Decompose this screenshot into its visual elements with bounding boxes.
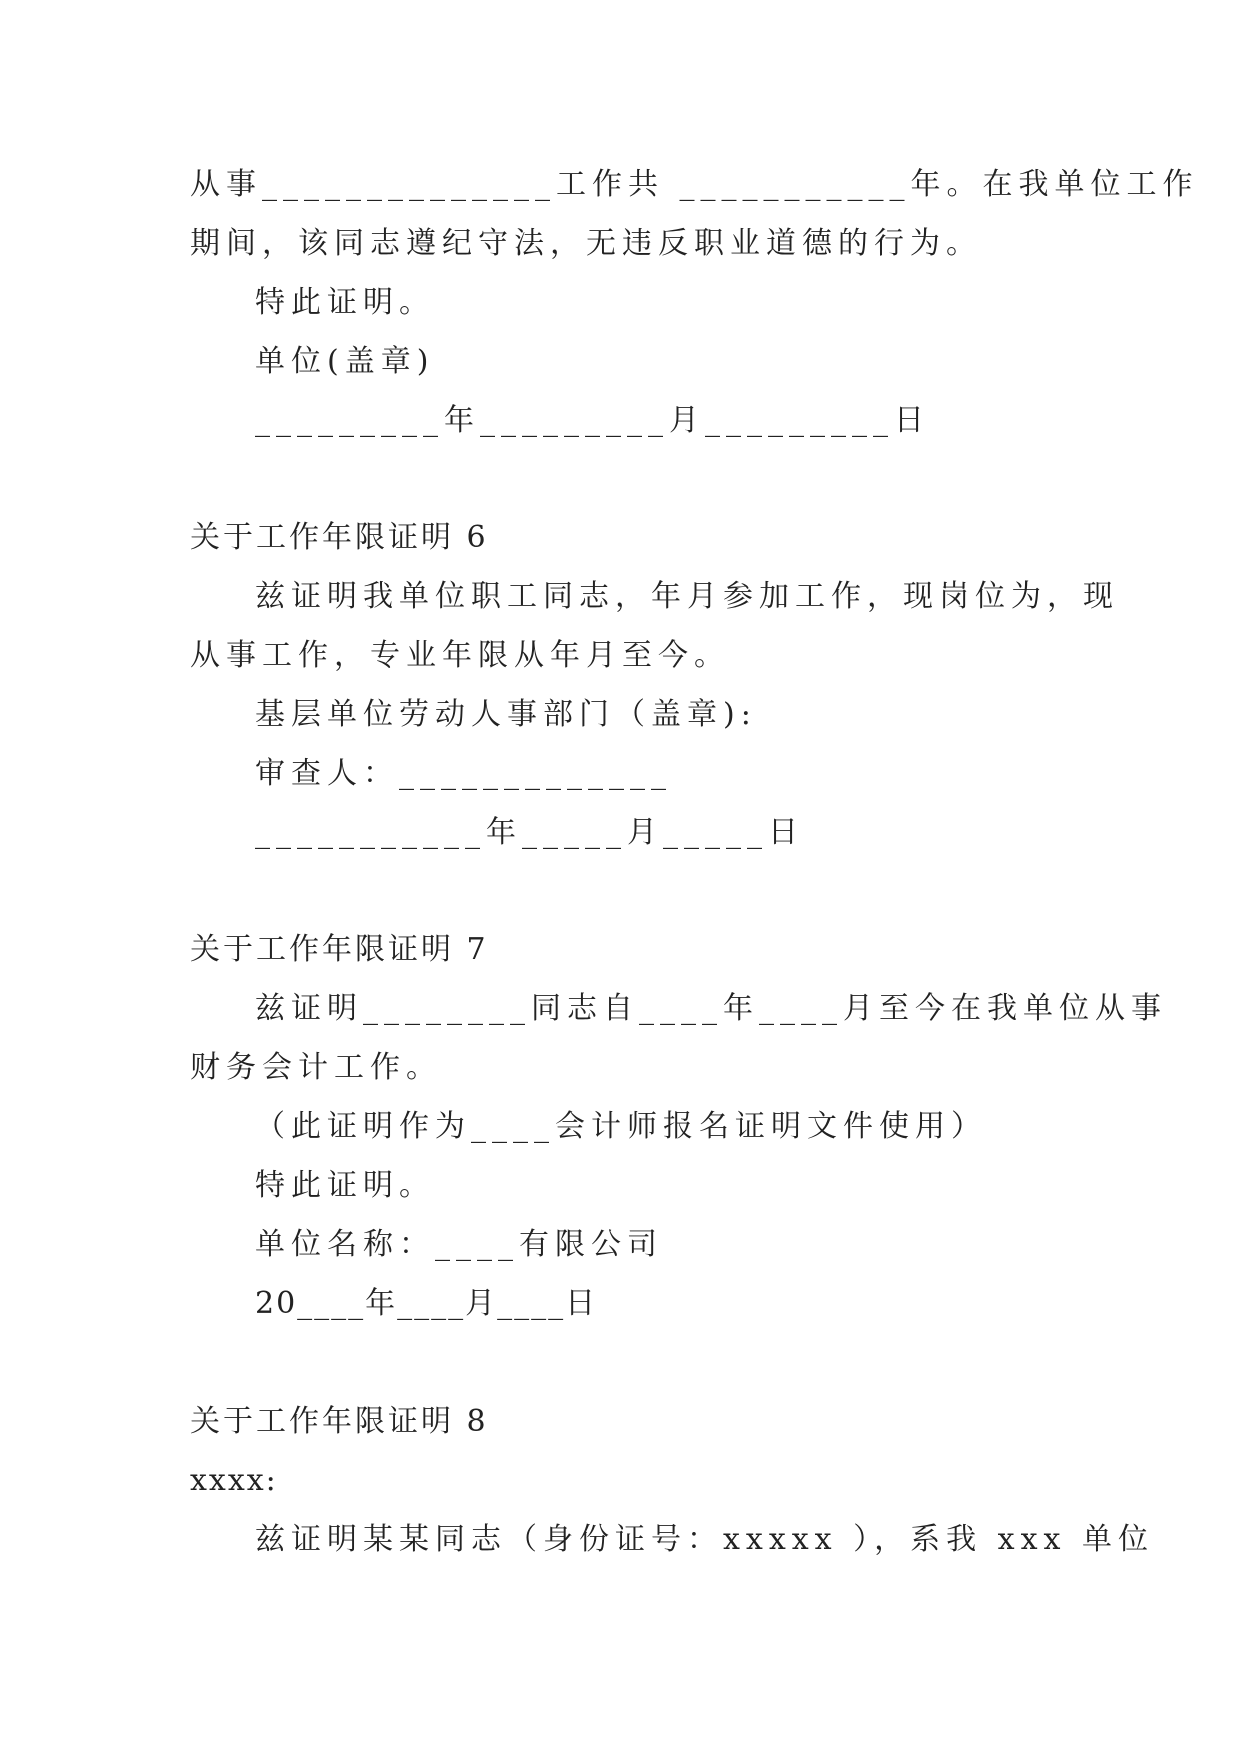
paragraph-line: 从事工作，专业年限从年月至今。 [190,638,730,673]
date-line: 20____年____月____日 [255,1286,598,1321]
reviewer-line: 审查人：_____________ [255,756,672,791]
paragraph-line: 兹证明我单位职工同志，年月参加工作，现岗位为，现 [255,579,1119,614]
paragraph-line: 兹证明________同志自____年____月至今在我单位从事 [255,991,1167,1026]
salutation: xxxx: [190,1463,278,1498]
section-title: 关于工作年限证明 8 [190,1404,489,1439]
unit-name-line: 单位名称：____有限公司 [255,1227,663,1262]
closing-text: 特此证明。 [255,1168,435,1203]
closing-text: 特此证明。 [255,285,435,320]
section-title: 关于工作年限证明 6 [190,520,489,555]
paragraph-line: 期间，该同志遵纪守法，无违反职业道德的行为。 [190,226,982,261]
department-seal-line: 基层单位劳动人事部门（盖章): [255,697,757,732]
section-title: 关于工作年限证明 7 [190,932,489,967]
paragraph-line: 从事______________工作共 ___________年。在我单位工作 [190,167,1199,202]
usage-note: （此证明作为____会计师报名证明文件使用） [255,1109,987,1144]
date-line: ___________年_____月_____日 [255,815,804,850]
paragraph-line: 兹证明某某同志（身份证号：xxxxx ），系我 xxx 单位 [255,1522,1154,1557]
unit-seal-line: 单位(盖章) [255,344,435,379]
date-line: _________年_________月_________日 [255,403,930,438]
paragraph-line: 财务会计工作。 [190,1050,442,1085]
